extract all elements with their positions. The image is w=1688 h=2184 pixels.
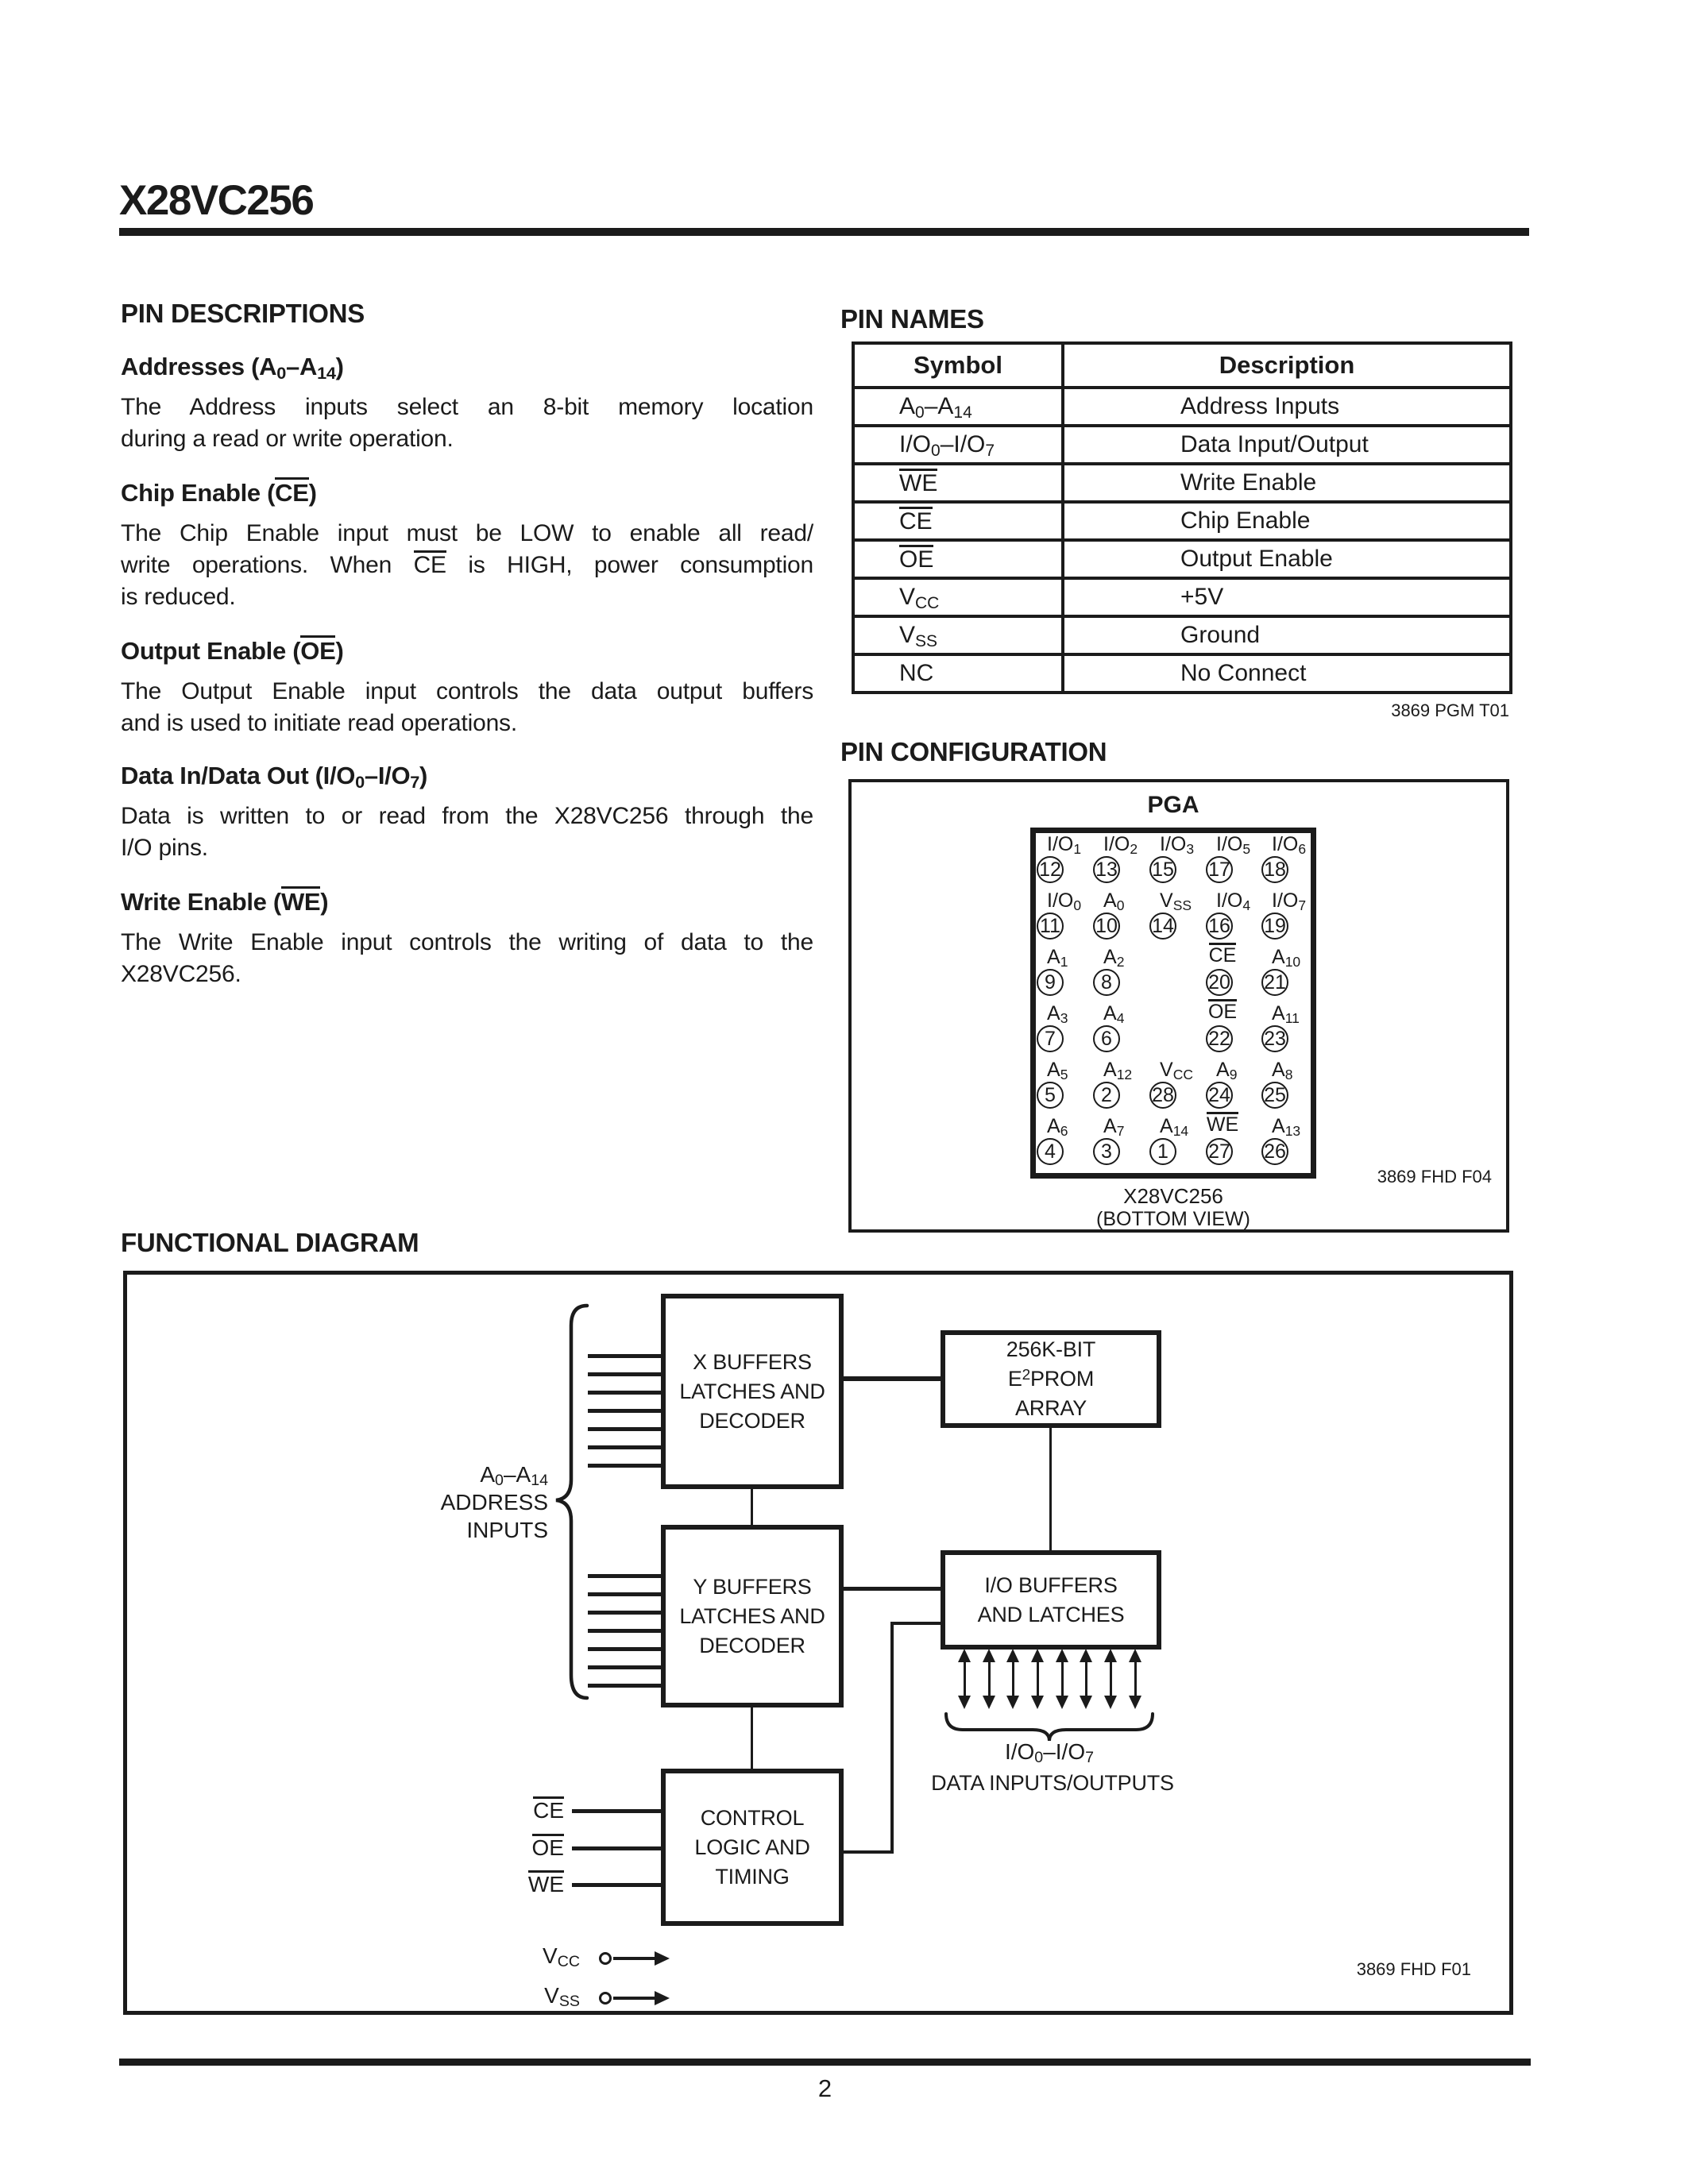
inputs-word-label: INPUTS <box>466 1518 548 1542</box>
pga-pin-label: $I/O_1$ <box>1047 833 1082 857</box>
data-io-range-label: $I/O_0-I/O_7$ <box>1004 1739 1095 1767</box>
paragraph-line: write operations. When CE is HIGH, power consumption <box>121 552 814 578</box>
pga-pin-circle: 28 <box>1149 1082 1176 1109</box>
vss-arrowhead-icon <box>655 1991 670 2005</box>
pga-pin-label: $A_2$ <box>1103 946 1125 970</box>
symbol-cell: OE <box>853 540 1063 578</box>
pga-pin-circle: 24 <box>1206 1082 1233 1109</box>
pga-pin-circle: 7 <box>1037 1025 1064 1052</box>
block-label: TIMING <box>715 1864 790 1889</box>
pga-pin-label: $I/O_5$ <box>1216 833 1251 857</box>
paragraph-line: and is used to initiate read operations. <box>121 710 517 736</box>
paragraph-line: during a read or write operation. <box>121 426 454 452</box>
block-label: $E^2PROM$ <box>1007 1366 1095 1391</box>
pga-pin-label: $A_9$ <box>1216 1059 1238 1082</box>
symbol-cell: NC <box>853 654 1063 693</box>
io-arrow-icon <box>1129 1649 1141 1709</box>
pga-pin-label: $I/O_6$ <box>1272 833 1307 857</box>
address-word-label: ADDRESS <box>440 1490 548 1515</box>
data-io-label: DATA INPUTS/OUTPUTS <box>931 1771 1174 1795</box>
pga-pin-label: $A_1$ <box>1047 946 1068 970</box>
page-title: X28VC256 <box>119 177 314 224</box>
address-line <box>588 1611 661 1615</box>
block-label: DECODER <box>699 1408 805 1433</box>
footer-rule <box>119 2059 1531 2066</box>
block-x-buffers <box>661 1294 844 1489</box>
io-arrow-icon <box>1080 1649 1092 1709</box>
connector-x-to-array <box>844 1376 941 1381</box>
description-cell: Chip Enable <box>1063 502 1511 540</box>
section-addresses <box>121 353 813 455</box>
functional-diagram-heading: FUNCTIONAL DIAGRAM <box>121 1228 419 1257</box>
address-line <box>588 1665 661 1669</box>
block-control-logic <box>661 1769 844 1926</box>
chip-caption: X28VC256 <box>1123 1184 1223 1208</box>
address-range-label: $A_0-A_{14}$ <box>480 1462 548 1490</box>
functional-diagram-box <box>123 1271 1513 2015</box>
block-label: 256K-BIT <box>1006 1337 1096 1361</box>
block-y-buffers <box>661 1525 844 1707</box>
paragraph-line: The Write Enable input controls the writing of data to the <box>121 929 813 955</box>
vss-label: $V_{SS}$ <box>544 1983 580 2011</box>
symbol-cell: $A_0-A_{14}$ <box>853 388 1063 426</box>
pga-pin-circle: 1 <box>1149 1138 1176 1165</box>
paragraph-line: Data is written to or read from the X28VC256 through the <box>121 803 813 829</box>
pga-pin-circle: 16 <box>1206 913 1233 940</box>
pga-pin-circle: 21 <box>1261 969 1288 996</box>
connector-array-to-io <box>1049 1428 1052 1550</box>
paragraph-line: I/O pins. <box>121 835 208 861</box>
description-cell: Write Enable <box>1063 464 1511 502</box>
pga-pin-circle: 8 <box>1093 969 1120 996</box>
block-label: DECODER <box>699 1633 805 1657</box>
pga-pin-label: $A_4$ <box>1103 1002 1125 1026</box>
pga-pin-label: $A_3$ <box>1047 1002 1068 1026</box>
symbol-cell: $I/O_0-I/O_7$ <box>853 426 1063 464</box>
address-line <box>588 1354 661 1358</box>
pga-pin-circle: 4 <box>1037 1138 1064 1165</box>
block-io-buffers <box>941 1550 1161 1650</box>
pga-pin-label: $I/O_0$ <box>1047 889 1082 913</box>
address-line <box>588 1372 661 1376</box>
pga-pin-circle: 25 <box>1261 1082 1288 1109</box>
control-input-line <box>572 1809 661 1813</box>
control-input-line <box>572 1883 661 1887</box>
block-label: Y BUFFERS <box>693 1574 812 1599</box>
io-arrow-icon <box>958 1649 971 1709</box>
table-row <box>853 388 1511 426</box>
block-label: CONTROL <box>700 1805 805 1830</box>
pin-configuration-box <box>848 779 1509 1233</box>
description-cell: No Connect <box>1063 654 1511 693</box>
pga-pin-label: $I/O_3$ <box>1160 833 1195 857</box>
vss-terminal-icon <box>599 1992 612 2005</box>
table-row <box>853 540 1511 578</box>
connector-control-route <box>890 1622 894 1854</box>
io-arrow-icon <box>1031 1649 1044 1709</box>
address-line <box>588 1427 661 1431</box>
table-row <box>853 464 1511 502</box>
pga-pin-label: $A_7$ <box>1103 1115 1125 1139</box>
pga-pin-circle: 3 <box>1093 1138 1120 1165</box>
table-row <box>853 616 1511 654</box>
block-eeprom-array <box>941 1330 1161 1428</box>
column-header-symbol: Symbol <box>853 343 1063 388</box>
block-label: X BUFFERS <box>693 1349 812 1374</box>
pga-pin-label: $I/O_4$ <box>1216 889 1251 913</box>
io-arrow-icon <box>1104 1649 1117 1709</box>
vcc-arrowhead-icon <box>655 1951 670 1966</box>
chip-caption-view: (BOTTOM VIEW) <box>1096 1208 1250 1230</box>
description-cell: Data Input/Output <box>1063 426 1511 464</box>
address-line <box>588 1684 661 1688</box>
pga-pin-circle: 6 <box>1093 1025 1120 1052</box>
block-label: I/O BUFFERS <box>984 1572 1118 1597</box>
symbol-cell: CE <box>853 502 1063 540</box>
pga-pin-circle: 2 <box>1093 1082 1120 1109</box>
paragraph-line: The Chip Enable input must be LOW to enable all read/ <box>121 520 813 546</box>
address-line <box>588 1574 661 1578</box>
section-write-enable <box>121 886 813 990</box>
symbol-cell: $V_{SS}$ <box>853 616 1063 654</box>
address-brace-icon <box>550 1303 590 1700</box>
block-label: ARRAY <box>1014 1396 1087 1420</box>
pga-pin-grid <box>1030 828 1316 1179</box>
control-input-line <box>572 1846 661 1850</box>
pga-pin-label: $V_{CC}$ <box>1160 1059 1193 1082</box>
address-line <box>588 1464 661 1468</box>
control-input-we: WE <box>527 1872 564 1897</box>
section-heading: Data In/Data Out $(I/O_0-I/O_7)$ <box>121 762 428 792</box>
pga-pin-circle: 5 <box>1037 1082 1064 1109</box>
paragraph-line: is reduced. <box>121 584 236 610</box>
vss-arrow-line <box>613 1997 655 2000</box>
page-number: 2 <box>817 2074 832 2102</box>
pga-pin-label: CE <box>1208 944 1237 967</box>
pga-pin-circle: 19 <box>1261 913 1288 940</box>
pga-pin-label: $A_0$ <box>1103 889 1125 913</box>
pga-pin-circle: 26 <box>1261 1138 1288 1165</box>
column-header-description: Description <box>1063 343 1511 388</box>
pga-pin-circle: 10 <box>1093 913 1120 940</box>
pga-pin-label: $V_{SS}$ <box>1160 889 1192 913</box>
description-cell: Output Enable <box>1063 540 1511 578</box>
address-line <box>588 1445 661 1449</box>
table-row <box>853 426 1511 464</box>
address-line <box>588 1592 661 1596</box>
pga-pin-label: $A_8$ <box>1272 1059 1293 1082</box>
connector-y-to-control <box>751 1707 753 1769</box>
section-heading: Chip Enable (CE) <box>121 479 317 507</box>
pin-names-table <box>852 341 1512 694</box>
section-heading: Write Enable (WE) <box>121 888 329 916</box>
paragraph-line: The Output Enable input controls the data output buffers <box>121 678 813 704</box>
address-line <box>588 1647 661 1651</box>
pga-pin-label: WE <box>1206 1113 1239 1136</box>
pin-configuration-heading: PIN CONFIGURATION <box>840 737 1107 766</box>
pga-pin-circle: 27 <box>1206 1138 1233 1165</box>
pga-pin-circle: 20 <box>1206 969 1233 996</box>
pga-pin-label: $A_{10}$ <box>1272 946 1301 970</box>
table-row <box>853 502 1511 540</box>
description-cell: Ground <box>1063 616 1511 654</box>
pin-descriptions-heading: PIN DESCRIPTIONS <box>121 299 365 328</box>
section-data-in-out <box>121 762 813 864</box>
table-row <box>853 654 1511 693</box>
description-cell: +5V <box>1063 578 1511 616</box>
connector-y-to-io <box>844 1587 941 1591</box>
symbol-cell: WE <box>853 464 1063 502</box>
pga-pin-label: $A_5$ <box>1047 1059 1068 1082</box>
pga-pin-label: $I/O_7$ <box>1272 889 1307 913</box>
address-inputs-label <box>357 1461 548 1544</box>
table-row <box>853 578 1511 616</box>
header-rule <box>119 228 1529 236</box>
figure-ref-diagram: 3869 FHD F01 <box>1356 1959 1471 1979</box>
io-arrow-icon <box>983 1649 995 1709</box>
connector-x-to-y <box>751 1489 753 1525</box>
pga-pin-circle: 22 <box>1206 1025 1233 1052</box>
control-input-ce: CE <box>533 1798 564 1823</box>
paragraph-line: X28VC256. <box>121 961 241 987</box>
package-label: PGA <box>1147 792 1199 818</box>
pga-pin-label: $A_6$ <box>1047 1115 1068 1139</box>
io-arrow-icon <box>1006 1649 1019 1709</box>
pga-pin-circle: 17 <box>1206 856 1233 883</box>
symbol-cell: $V_{CC}$ <box>853 578 1063 616</box>
pga-pin-circle: 13 <box>1093 856 1120 883</box>
address-line <box>588 1391 661 1395</box>
description-cell: Address Inputs <box>1063 388 1511 426</box>
block-label: LATCHES AND <box>679 1603 825 1628</box>
block-label: LOGIC AND <box>694 1835 810 1859</box>
pga-pin-circle: 9 <box>1037 969 1064 996</box>
section-chip-enable <box>121 477 813 613</box>
connector-control-route <box>844 1850 892 1854</box>
pga-pin-circle: 18 <box>1261 856 1288 883</box>
pga-pin-circle: 15 <box>1149 856 1176 883</box>
section-heading: Output Enable (OE) <box>121 637 344 665</box>
address-line <box>588 1409 661 1413</box>
pga-pin-label: $A_{14}$ <box>1160 1115 1189 1139</box>
control-input-oe: OE <box>531 1835 564 1860</box>
pin-names-heading: PIN NAMES <box>840 304 984 334</box>
pga-pin-circle: 12 <box>1037 856 1064 883</box>
address-line <box>588 1629 661 1633</box>
paragraph-line: The Address inputs select an 8-bit memory location <box>121 394 813 420</box>
vcc-arrow-line <box>613 1957 655 1960</box>
pga-pin-circle: 14 <box>1149 913 1176 940</box>
vcc-terminal-icon <box>599 1952 612 1965</box>
table-header-row <box>853 343 1511 388</box>
pga-pin-label: $A_{12}$ <box>1103 1059 1133 1082</box>
pga-pin-circle: 23 <box>1261 1025 1288 1052</box>
pga-pin-label: $A_{13}$ <box>1272 1115 1301 1139</box>
block-label: AND LATCHES <box>977 1602 1125 1626</box>
pga-pin-label: OE <box>1207 1001 1238 1023</box>
block-label: LATCHES AND <box>679 1379 825 1403</box>
figure-ref-table: 3869 PGM T01 <box>1391 700 1509 720</box>
connector-control-route <box>894 1622 941 1625</box>
pga-pin-label: $A_{11}$ <box>1272 1002 1300 1026</box>
section-heading: Addresses $(A_0-A_{14})$ <box>121 353 344 383</box>
pga-pin-label: $I/O_2$ <box>1103 833 1138 857</box>
pin-descriptions-column <box>121 299 813 990</box>
section-output-enable <box>121 635 813 739</box>
io-arrow-icon <box>1056 1649 1068 1709</box>
pga-pin-circle: 11 <box>1037 913 1064 940</box>
data-io-brace-icon <box>944 1711 1155 1743</box>
figure-ref-pga: 3869 FHD F04 <box>1377 1167 1492 1187</box>
vcc-label: $V_{CC}$ <box>543 1943 580 1971</box>
